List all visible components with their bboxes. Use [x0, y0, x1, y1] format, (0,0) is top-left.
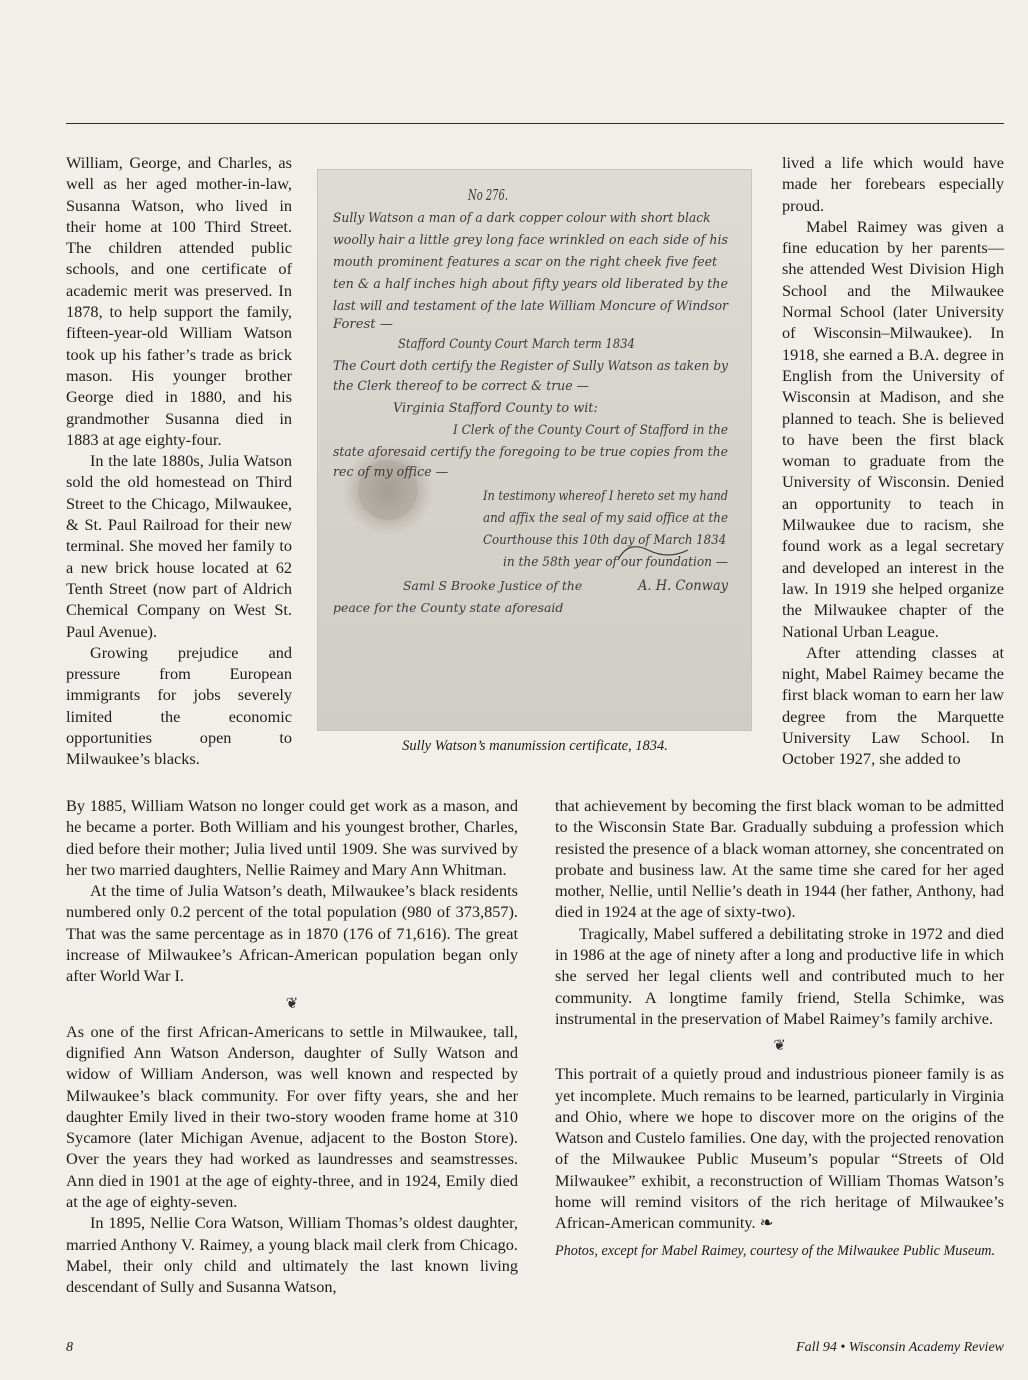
paragraph: William, George, and Charles, as well as her aged mother-in-law, Susanna Watson, who lived in their home at 100 Third Street. The children attended public schools, and one certificate of academic merit was preserved. In 1878, to help support the family, fifteen-year-old William Watson took up his father’s trade as brick mason. His younger brother George died in 1880, and his grandmother Susanna died in 1883 at age eighty-four. — [66, 153, 292, 449]
page-number: 8 — [66, 1340, 73, 1355]
paragraph: that achievement by becoming the first black woman to be admitted to the Wisconsin State Bar. Gradually subduing a profession which resisted the presence of a black woman attorney, she concentrated on probate and business law. At the same time she cared for her aged mother, Nellie, until Nellie’s death in 1944 (her father, Anthony, had died in 1924 at the age of sixty-two). — [555, 796, 1004, 922]
manuscript-line: Sully Watson a man of a dark copper colour with short black — [333, 211, 711, 226]
manumission-certificate-photo — [318, 170, 751, 730]
manuscript-line: Courthouse this 10th day of March 1834 — [483, 533, 727, 548]
section-ornament-icon: ❦ — [285, 995, 299, 1012]
manuscript-image — [318, 170, 751, 730]
manuscript-line: Forest — — [331, 317, 393, 332]
manuscript-line: state aforesaid certify the foregoing to be true copies from the — [333, 445, 729, 460]
paragraph: In the late 1880s, Julia Watson sold the old homestead on Third Street to the Chicago, Milwaukee, & St. Paul Railroad for their new terminal. She moved her family to a new brick house located at 62 Tenth Street (now part of Aldrich Chemical Company on West St. Paul Avenue). — [66, 451, 292, 641]
paragraph: Tragically, Mabel suffered a debilitating stroke in 1972 and died in 1986 at the age of ninety after a long and productive life in which she served her legal clients well and contributed much to her community. A longtime family friend, Stella Schimke, was instrumental in the preservation of Mabel Raimey’s family archive. — [555, 923, 1004, 1028]
manuscript-line: mouth prominent features a scar on the right cheek five feet — [333, 255, 718, 270]
manuscript-line: last will and testament of the late William Moncure of Windsor — [333, 299, 729, 314]
manuscript-line: In testimony whereof I hereto set my hand — [482, 489, 728, 504]
column-left-bottom — [66, 795, 518, 1298]
paragraph: By 1885, William Watson no longer could get work as a mason, and he became a porter. Both William and his youngest brother, Charles, died before their mother; Julia lived until 1909. She was survived by her two married daughters, Nellie Raimey and Mary Ann Whitman. — [66, 796, 518, 879]
manuscript-line: Saml S Brooke Justice of the — [403, 579, 583, 593]
manuscript-line: woolly hair a little grey long face wrinkled on each side of his — [333, 233, 729, 248]
manuscript-line: The Court doth certify the Register of Sully Watson as taken by — [333, 359, 729, 374]
manuscript-line: Virginia Stafford County to wit: — [393, 401, 598, 416]
manuscript-line: rec of my office — — [333, 465, 449, 480]
paragraph: At the time of Julia Watson’s death, Milwaukee’s black residents numbered only 0.2 percent of the total population (980 of 373,857). That was the same percentage as in 1870 (176 of 71,616). The great increase of Milwaukee’s African-American population began only after World War I. — [66, 881, 518, 986]
column-left-top — [66, 152, 292, 770]
manuscript-line: peace for the County state aforesaid — [333, 601, 564, 615]
running-footer: Fall 94 • Wisconsin Academy Review — [796, 1340, 1004, 1355]
manuscript-line: A. H. Conway — [636, 578, 730, 594]
column-right-bottom — [555, 795, 1004, 1261]
paragraph: In 1895, Nellie Cora Watson, William Thomas’s oldest daughter, married Anthony V. Raimey, a young black mail clerk from Chicago. Mabel, their only child and ultimately the last known living descendant of Sully and Susanna Watson, — [66, 1213, 518, 1297]
manuscript-line: and affix the seal of my said office at the — [483, 511, 729, 526]
figure-caption: Sully Watson’s manumission certificate, 1834. — [402, 738, 668, 754]
paragraph: lived a life which would have made her forebears especially proud. — [782, 153, 1004, 215]
manuscript-line: the Clerk thereof to be correct & true — — [333, 379, 589, 394]
paragraph: As one of the first African-Americans to settle in Milwaukee, tall, dignified Ann Watson Anderson, daughter of Sully Watson and widow of William Anderson, was well known and respected by Milwaukee’s black community. For over fifty years, she and her daughter Emily lived in their two-story wooden frame home at 310 Sycamore (later Michigan Avenue, adjacent to the Boston Store). Over the years they had worked as laundresses and seamstresses. Ann died in 1901 at the age of eighty-three, and in 1924, Emily died at the age of eighty-seven. — [66, 1021, 518, 1212]
manuscript-line: I Clerk of the County Court of Stafford in the — [452, 423, 729, 438]
column-right-top — [782, 152, 1004, 770]
paragraph: Mabel Raimey was given a fine education by her parents—she attended West Division High School and the Milwaukee Normal School (later University of Wisconsin–Milwaukee). In 1918, she earned a B.A. degree in English from the University of Wisconsin at Madison, and she planned to teach. She is believed to have been the first black woman to graduate from the University of Wisconsin. Denied an opportunity to teach in Milwaukee due to racism, she found work as a legal secretary and developed an interest in the law. In 1919 she helped organize the Milwaukee chapter of the National Urban League. — [782, 216, 1004, 641]
photo-credit: Photos, except for Mabel Raimey, courtesy of the Milwaukee Public Museum. — [555, 1242, 996, 1259]
manuscript-line: Stafford County Court March term 1834 — [398, 337, 635, 352]
manuscript-line: in the 58th year of our foundation — — [503, 555, 728, 570]
header-rule — [66, 123, 1004, 124]
paragraph: This portrait of a quietly proud and industrious pioneer family is as yet incomplete. Much remains to be learned, particularly in Virginia and Ohio, where we hope to discover more on the origins of the Watson and Custelo families. One day, with the projected renovation of the Milwaukee Public Museum’s popular “Streets of Old Milwaukee” exhibit, a reconstruction of William Thomas Watson’s home will remind visitors of the rich heritage of Milwaukee’s African-American community. ❧ — [555, 1064, 1004, 1233]
paragraph: Growing prejudice and pressure from European immigrants for jobs severely limited the economic opportunities open to Milwaukee’s blacks. — [66, 642, 292, 769]
manuscript-line: ten & a half inches high about fifty years old liberated by the — [333, 277, 729, 292]
handwritten-text — [332, 186, 729, 615]
section-ornament-icon: ❦ — [773, 1038, 786, 1055]
paragraph: After attending classes at night, Mabel Raimey became the first black woman to earn her law degree from the Marquette University Law School. In October 1927, she added to — [782, 642, 1004, 769]
manuscript-line: No 276. — [467, 186, 508, 204]
